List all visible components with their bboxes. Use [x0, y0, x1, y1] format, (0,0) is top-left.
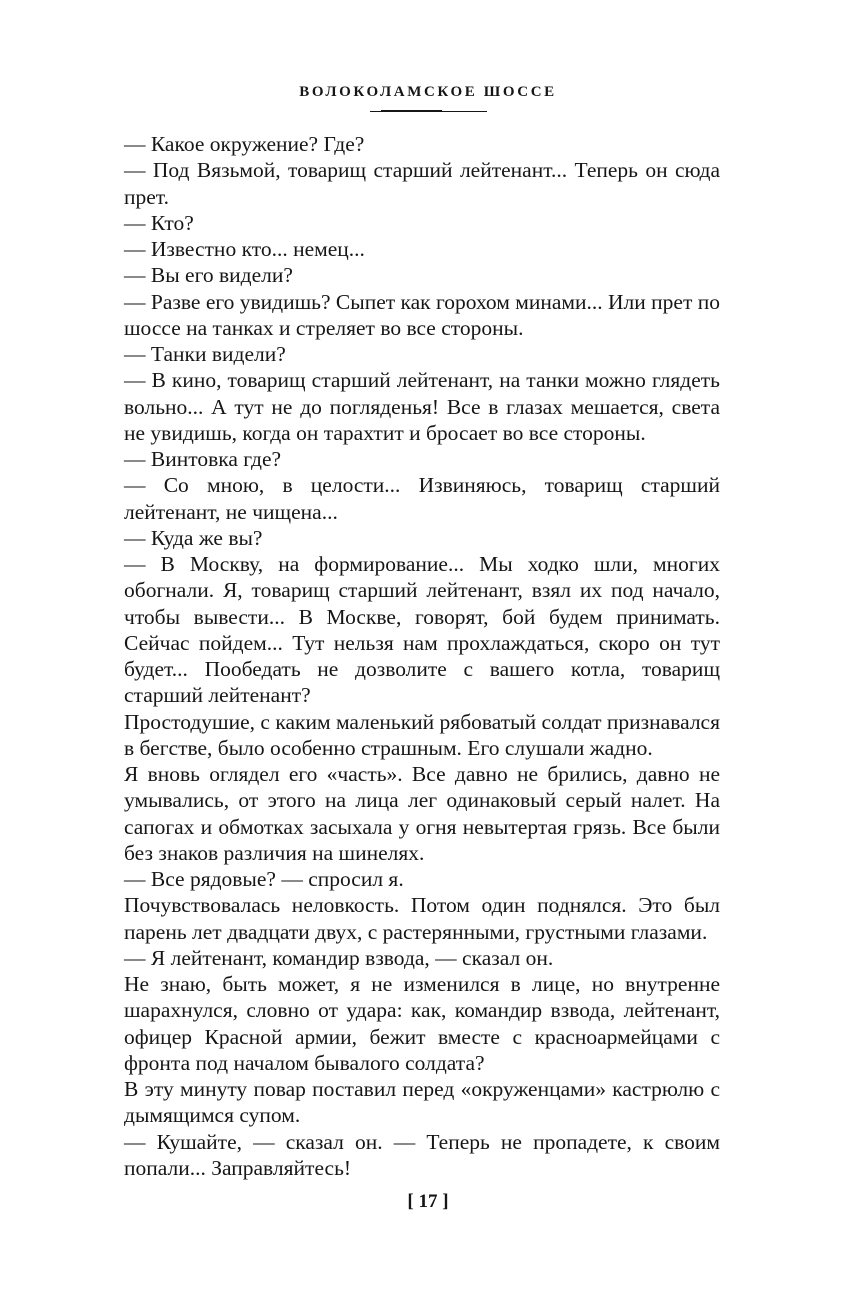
paragraph-10: — Со мною, в целости... Извиняюсь, товарищ старший лейтенант, не чищена...: [124, 473, 720, 524]
paragraph-6: — Разве его увидишь? Сыпет как горохом минами... Или прет по шоссе на танках и стреляет во все стороны.: [124, 289, 720, 340]
paragraph-3: — Кто?: [124, 210, 194, 235]
paragraph-5: — Вы его видели?: [124, 263, 293, 288]
paragraph-7: — Танки видели?: [124, 342, 286, 366]
paragraph-8: — В кино, товарищ старший лейтенант, на танки можно глядеть вольно... А тут не до погляденья! Все в глазах мешается, света не увидишь, когда он тарахтит и бросает во все стороны.: [124, 368, 720, 445]
paragraph-4: — Известно кто... немец...: [124, 237, 365, 261]
running-header: ВОЛОКОЛАМСКОЕ ШОССЕ: [299, 84, 557, 100]
paragraph-14: Я вновь оглядел его «часть». Все давно не брились, давно не умывались, от этого на лица лег одинаковый серый налет. На сапогах и обмотках засыхала у огня невытертая грязь. Все были без знаков различия на шинелях.: [124, 762, 720, 865]
paragraph-19: В эту минуту повар поставил перед «окруженцами» кастрюлю с дымящимся супом.: [124, 1077, 720, 1128]
header-rule-accent: [381, 110, 442, 112]
page-number: [ 17 ]: [407, 1191, 449, 1212]
body-text: [124, 131, 720, 1181]
paragraph-20: — Кушайте, — сказал он. — Теперь не пропадете, к своим попали... Заправляйтесь!: [124, 1129, 720, 1180]
paragraph-11: — Куда же вы?: [124, 525, 263, 550]
paragraph-18: Не знаю, быть может, я не изменился в лице, но внутренне шарахнулся, словно от удара: как, командир взвода, лейтенант, офицер Красной армии, бежит вместе с красноармейцами с фронта под началом бывалого солдата?: [124, 972, 720, 1075]
paragraph-2: — Под Вязьмой, товарищ старший лейтенант... Теперь он сюда прет.: [124, 158, 720, 209]
paragraph-17: — Я лейтенант, командир взвода, — сказал он.: [124, 945, 554, 970]
paragraph-15: — Все рядовые? — спросил я.: [124, 867, 404, 891]
paragraph-13: Простодушие, с каким маленький рябоватый солдат признавался в бегстве, было особенно страшным. Его слушали жадно.: [124, 709, 720, 760]
paragraph-12: — В Москву, на формирование... Мы ходко шли, многих обогнали. Я, товарищ старший лейтенант, взял их под начало, чтобы вывести... В Москве, говорят, бой будем принимать. Сейчас пойдем... Тут нельзя нам прохлаждаться, скоро он тут будет... Пообедать не дозволите с вашего котла, товарищ старший лейтенант?: [124, 552, 720, 708]
paragraph-9: — Винтовка где?: [124, 447, 282, 471]
paragraph-1: — Какое окружение? Где?: [124, 132, 365, 156]
paragraph-16: Почувствовалась неловкость. Потом один поднялся. Это был парень лет двадцати двух, с растерянными, грустными глазами.: [124, 893, 720, 944]
